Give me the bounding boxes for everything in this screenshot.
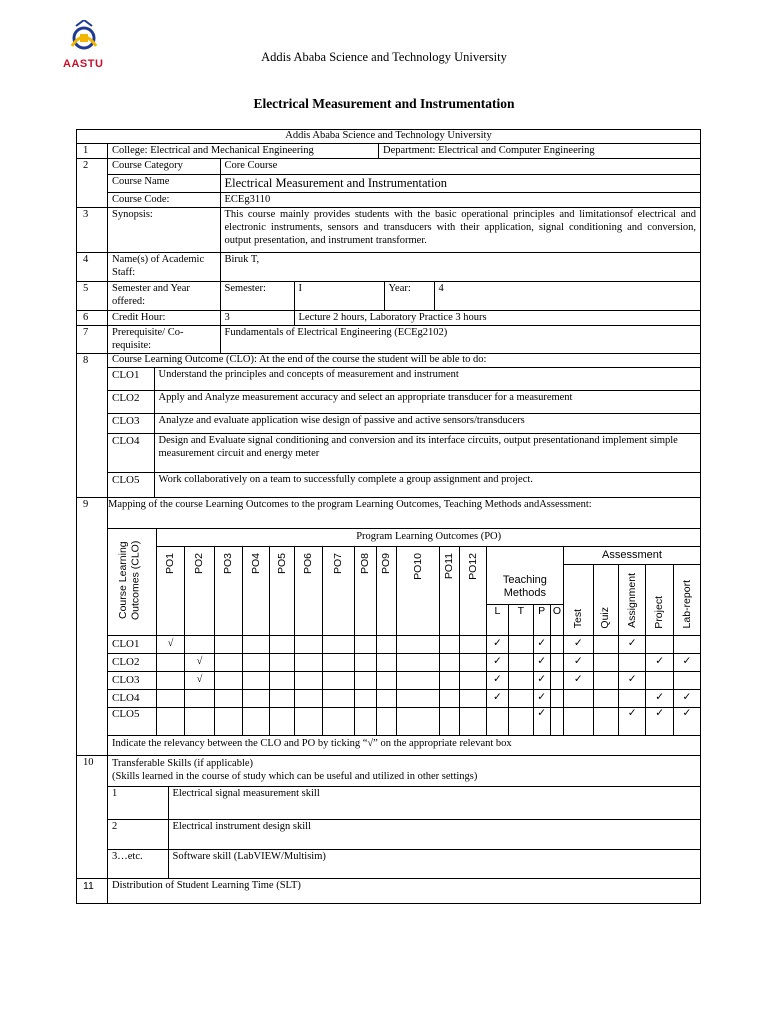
assessment-column-label: Lab-report [680,579,693,629]
assessment-cell: ✓ [646,707,673,735]
assessment-cell: ✓ [564,653,593,671]
po-column-label: PO4 [249,552,262,574]
year-label: Year: [384,282,434,309]
assessment-cell: ✓ [646,689,673,707]
po-mapping-cell [270,671,294,689]
po-mapping-cell [460,635,486,653]
po-mapping-cell [215,653,242,671]
teaching-method-cell [509,707,533,735]
po-mapping-cell [323,671,355,689]
po-mapping-cell [439,653,459,671]
po-mapping-cell [157,707,184,735]
course-code-label: Course Code: [108,192,220,207]
assessment-cell: ✓ [646,653,673,671]
assessment-cell: ✓ [564,635,593,653]
teaching-method-cell [509,689,533,707]
po-mapping-cell [294,635,322,653]
assessment-column-label: Test [571,609,584,629]
po-mapping-cell [215,707,242,735]
clo-row-label: CLO4 [108,689,157,707]
po-mapping-cell [439,635,459,653]
assessment-column-label: Quiz [599,606,612,629]
assessment-cell [593,707,618,735]
po-mapping-cell [270,707,294,735]
po-column-header [294,546,322,635]
po-mapping-cell [323,653,355,671]
po-mapping-cell [354,689,376,707]
row-number: 2 [77,159,108,208]
po-column-label: PO11 [443,552,456,580]
teaching-method-cell: ✓ [533,671,550,689]
teaching-method-column: O [550,604,563,635]
po-mapping-cell [397,653,440,671]
po-mapping-cell [215,689,242,707]
po-mapping-cell [323,707,355,735]
college-field: College: Electrical and Mechanical Engineering [108,144,379,159]
clo-row-label: CLO5 [108,707,157,735]
course-category-label: Course Category [108,159,220,174]
po-column-header [215,546,242,635]
po-mapping-cell [397,635,440,653]
row-number: 10 [77,755,108,878]
teaching-method-cell [550,689,563,707]
po-mapping-cell [376,671,396,689]
assessment-cell [646,671,673,689]
po-mapping-cell [294,671,322,689]
po-mapping-cell [294,707,322,735]
po-mapping-cell: √ [184,671,215,689]
mapping-intro: Mapping of the course Learning Outcomes to the program Learning Outcomes, Teaching Methods andAssessment: [108,498,700,529]
po-mapping-cell [354,635,376,653]
po-column-header [397,546,440,635]
teaching-method-cell [509,653,533,671]
teaching-method-cell [550,635,563,653]
logo-text: AASTU [63,58,104,70]
teaching-method-cell: ✓ [533,653,550,671]
skills-table [108,787,700,878]
clo-id: CLO5 [108,472,154,497]
course-category-value: Core Course [220,159,700,174]
po-column-label: PO1 [164,552,177,574]
po-column-label: PO2 [193,552,206,574]
semester-year-label: Semester and Year offered: [108,282,220,309]
year-value: 4 [438,283,444,295]
assessment-header: Assessment [564,546,700,564]
assessment-column-header [618,564,645,635]
po-mapping-cell [354,671,376,689]
po-mapping-cell [270,653,294,671]
po-mapping-cell [294,653,322,671]
po-mapping-cell [242,635,269,653]
row-number: 5 [77,282,108,310]
po-column-header [323,546,355,635]
teaching-method-cell: ✓ [486,671,508,689]
po-mapping-cell [397,671,440,689]
po-mapping-cell [397,707,440,735]
assessment-cell [646,635,673,653]
po-mapping-cell [397,689,440,707]
po-mapping-cell [242,689,269,707]
po-column-header [460,546,486,635]
staff-value: Biruk T, [224,254,260,266]
credit-hour-value: 3 [220,311,294,326]
row-number: 9 [77,497,108,755]
teaching-method-column: T [509,604,533,635]
assessment-cell [673,635,700,653]
clo-description: Analyze and evaluate application wise design of passive and active sensors/transducers [154,413,700,433]
assessment-column-header [673,564,700,635]
skills-subtitle: (Skills learned in the course of study which can be useful and utilized in other settings) [108,771,700,788]
po-mapping-cell [157,671,184,689]
clo-id: CLO3 [108,413,154,433]
teaching-method-cell [509,635,533,653]
po-group-header: Program Learning Outcomes (PO) [157,529,700,547]
po-mapping-cell [323,635,355,653]
teaching-method-cell: ✓ [533,635,550,653]
po-column-label: PO5 [275,552,288,574]
assessment-cell [593,653,618,671]
assessment-cell: ✓ [564,671,593,689]
po-column-header [354,546,376,635]
po-mapping-cell [270,635,294,653]
clo-row-label: CLO1 [108,635,157,653]
row-number: 3 [77,208,108,253]
skills-title: Transferable Skills (if applicable) [112,757,254,769]
teaching-method-cell: ✓ [533,689,550,707]
clo-description: Understand the principles and concepts of measurement and instrument [154,368,700,391]
po-column-label: PO7 [332,552,344,574]
teaching-method-cell: ✓ [486,689,508,707]
po-mapping-cell [354,707,376,735]
skill-number: 2 [108,820,168,850]
teaching-method-cell [550,707,563,735]
po-mapping-cell [215,671,242,689]
course-name-label: Course Name [108,174,220,192]
clo-description: Work collaboratively on a team to successfully complete a group assignment and project. [154,472,700,497]
mapping-note: Indicate the relevancy between the CLO and PO by ticking “√” on the appropriate relevant box [112,737,512,749]
teaching-method-cell [550,653,563,671]
assessment-cell: ✓ [618,707,645,735]
clo-column-header-text: Course Learning Outcomes (CLO) [117,539,142,620]
assessment-cell [673,671,700,689]
slt-title: Distribution of Student Learning Time (SLT) [108,879,701,904]
teaching-method-cell: ✓ [486,635,508,653]
po-mapping-cell [376,635,396,653]
prerequisite-value: Fundamentals of Electrical Engineering (ECEg2102) [224,327,448,339]
teaching-method-cell: ✓ [533,707,550,735]
skill-number: 1 [108,787,168,820]
course-table [76,129,701,904]
prerequisite-label: Prerequisite/ Co-requisite: [108,326,220,353]
row-number: 6 [77,310,108,326]
row-number: 8 [77,354,108,498]
assessment-cell: ✓ [673,653,700,671]
po-column-header [376,546,396,635]
po-mapping-cell [184,635,215,653]
clo-id: CLO2 [108,390,154,413]
po-mapping-cell [270,689,294,707]
clo-description: Design and Evaluate signal conditioning and conversion and its interface circuits, output presentationand implement simple measurement circuit and energy meter [154,433,700,472]
po-mapping-cell [184,707,215,735]
po-mapping-cell [376,689,396,707]
row-number: 4 [77,253,108,282]
assessment-cell: ✓ [618,671,645,689]
po-mapping-cell [460,653,486,671]
po-mapping-cell [242,653,269,671]
po-column-label: PO3 [222,552,235,574]
teaching-method-cell: ✓ [486,653,508,671]
assessment-cell [618,689,645,707]
row-number: 1 [77,143,108,159]
teaching-method-cell [509,671,533,689]
assessment-column-header [593,564,618,635]
assessment-cell [564,689,593,707]
assessment-cell [618,653,645,671]
skill-description: Electrical signal measurement skill [168,787,700,820]
po-mapping-cell [215,635,242,653]
clo-description: Apply and Analyze measurement accuracy and select an appropriate transducer for a measurement [154,390,700,413]
teaching-method-column: P [533,604,550,635]
assessment-cell: ✓ [618,635,645,653]
course-code-value: ECEg3110 [220,192,700,207]
teaching-method-cell [550,671,563,689]
po-mapping-cell [242,707,269,735]
skill-number: 3…etc. [108,850,168,879]
semester-value: I [294,282,384,309]
skill-description: Software skill (LabVIEW/Multisim) [168,850,700,879]
credit-hour-label: Credit Hour: [108,311,220,326]
credit-hour-detail: Lecture 2 hours, Laboratory Practice 3 hours [298,311,487,323]
po-mapping-cell [460,689,486,707]
assessment-cell [593,635,618,653]
po-mapping-cell [184,689,215,707]
po-mapping-cell [439,671,459,689]
po-mapping-cell [157,653,184,671]
assessment-cell [593,689,618,707]
semester-label: Semester: [220,282,294,309]
row-number: 7 [77,326,108,354]
po-mapping-cell [242,671,269,689]
assessment-column-label: Project [653,595,666,629]
teaching-method-cell [486,707,508,735]
table-title: Addis Ababa Science and Technology University [77,130,701,144]
staff-label: Name(s) of Academic Staff: [108,253,220,281]
header-university: Addis Ababa Science and Technology University [261,50,507,64]
assessment-column-header [646,564,673,635]
po-column-header [184,546,215,635]
assessment-cell [564,707,593,735]
po-column-label: PO9 [380,552,393,574]
assessment-cell: ✓ [673,707,700,735]
po-column-label: PO8 [358,552,371,574]
teaching-method-column: L [486,604,508,635]
clo-intro: Course Learning Outcome (CLO): At the end of the course the student will be able to do: [108,354,700,368]
synopsis-value: This course mainly provides students with the basic operational principles and limitationsof electrical and electronic instruments, sensors and transducers with their application, signal conditioning and conversion, output presentation, and instrument transformer. [224,209,696,246]
po-mapping-cell: √ [184,653,215,671]
po-column-label: PO12 [466,552,479,580]
course-name-value: Electrical Measurement and Instrumentation [220,174,700,192]
clo-table [108,368,700,497]
po-mapping-cell: √ [157,635,184,653]
po-column-header [439,546,459,635]
po-mapping-cell [157,689,184,707]
po-mapping-cell [376,653,396,671]
skill-description: Electrical instrument design skill [168,820,700,850]
po-mapping-cell [376,707,396,735]
clo-row-label: CLO3 [108,671,157,689]
po-column-label: PO10 [411,552,424,580]
teaching-methods-header: Teaching Methods [486,546,563,604]
po-column-header [242,546,269,635]
assessment-column-header [564,564,593,635]
clo-id: CLO1 [108,368,154,391]
po-mapping-cell [294,689,322,707]
po-column-header [157,546,184,635]
clo-column-header [108,529,157,636]
po-mapping-cell [439,707,459,735]
po-mapping-cell [460,671,486,689]
assessment-cell: ✓ [673,689,700,707]
synopsis-label: Synopsis: [108,208,220,252]
row-number: 11 [77,879,108,904]
clo-id: CLO4 [108,433,154,472]
clo-row-label: CLO2 [108,653,157,671]
department-field: Department: Electrical and Computer Engineering [383,144,595,156]
po-mapping-table [108,529,700,736]
po-mapping-cell [354,653,376,671]
po-mapping-cell [439,689,459,707]
assessment-column-label: Assignment [625,573,638,629]
assessment-cell [593,671,618,689]
po-mapping-cell [323,689,355,707]
page-title: Electrical Measurement and Instrumentation [253,96,515,111]
po-column-label: PO6 [302,552,315,574]
po-mapping-cell [460,707,486,735]
po-column-header [270,546,294,635]
